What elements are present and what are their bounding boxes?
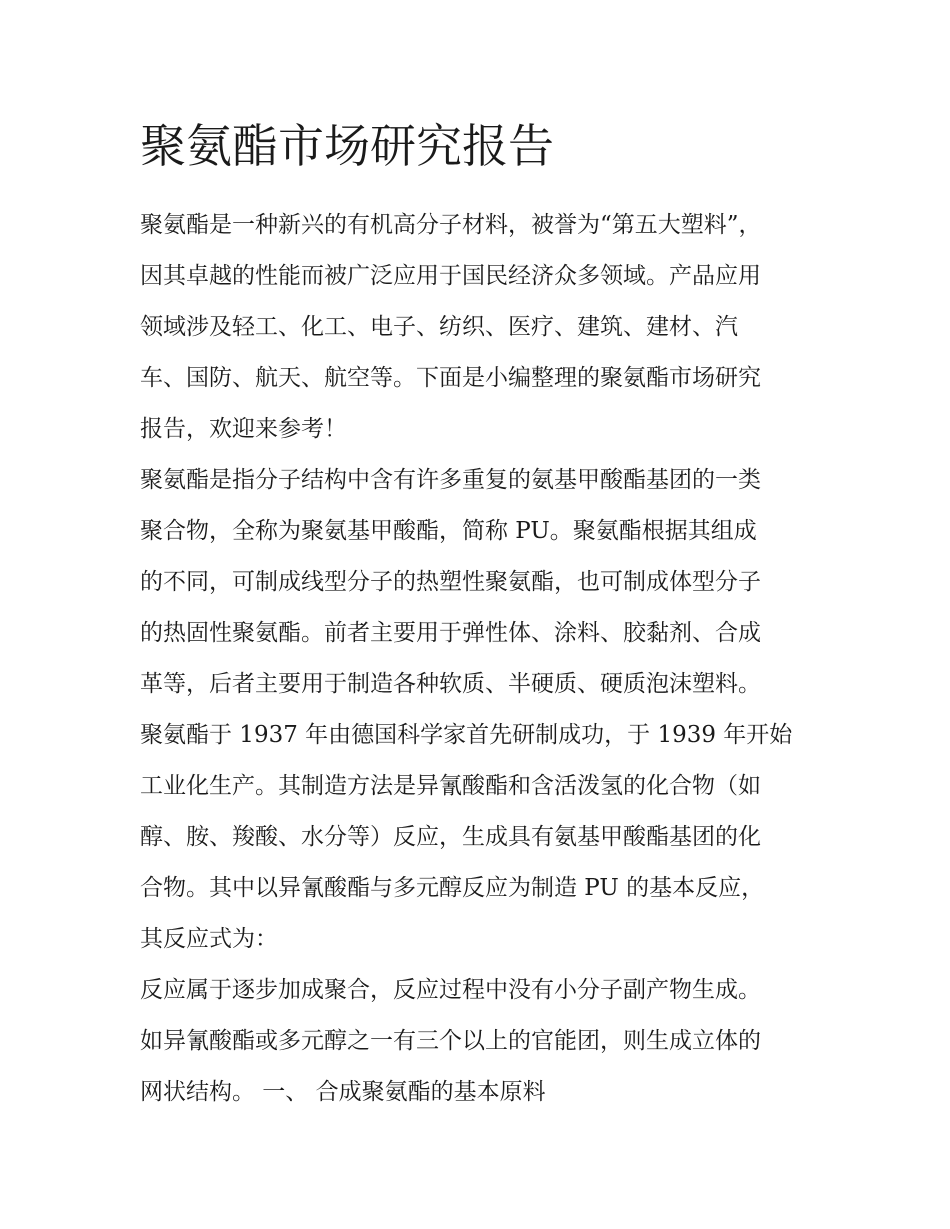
text-line: 聚氨酯是一种新兴的有机高分子材料，被誉为“第五大塑料”， — [140, 212, 762, 238]
text-line: 报告，欢迎来参考！ — [140, 416, 347, 442]
text-line: 其反应式为： — [140, 926, 278, 952]
text-line: 领域涉及轻工、化工、电子、纺织、医疗、建筑、建材、汽 — [140, 314, 738, 340]
text-line: 因其卓越的性能而被广泛应用于国民经济众多领域。产品应用 — [140, 263, 761, 289]
text-line: 聚氨酯于 1937 年由德国科学家首先研制成功，于 1939 年开始 — [140, 722, 793, 748]
text-line: 合物。其中以异氰酸酯与多元醇反应为制造 PU 的基本反应， — [140, 875, 765, 901]
text-line: 聚合物，全称为聚氨基甲酸酯，简称 PU。聚氨酯根据其组成 — [140, 518, 757, 544]
document-title: 聚氨酯市场研究报告 — [140, 119, 554, 173]
text-line: 反应属于逐步加成聚合，反应过程中没有小分子副产物生成。 — [140, 977, 761, 1003]
text-line: 聚氨酯是指分子结构中含有许多重复的氨基甲酸酯基团的一类 — [140, 467, 761, 493]
text-line: 革等，后者主要用于制造各种软质、半硬质、硬质泡沫塑料。 — [140, 671, 761, 697]
text-line: 醇、胺、羧酸、水分等）反应，生成具有氨基甲酸酯基团的化 — [140, 824, 761, 850]
document-body — [140, 200, 810, 1118]
text-line: 网状结构。 一、 合成聚氨酯的基本原料 — [140, 1079, 546, 1105]
text-line: 的不同，可制成线型分子的热塑性聚氨酯，也可制成体型分子 — [140, 569, 761, 595]
text-line: 工业化生产。其制造方法是异氰酸酯和含活泼氢的化合物（如 — [140, 773, 761, 799]
text-line: 车、国防、航天、航空等。下面是小编整理的聚氨酯市场研究 — [140, 365, 761, 391]
text-line: 如异氰酸酯或多元醇之一有三个以上的官能团，则生成立体的 — [140, 1028, 761, 1054]
text-line: 的热固性聚氨酯。前者主要用于弹性体、涂料、胶黏剂、合成 — [140, 620, 761, 646]
